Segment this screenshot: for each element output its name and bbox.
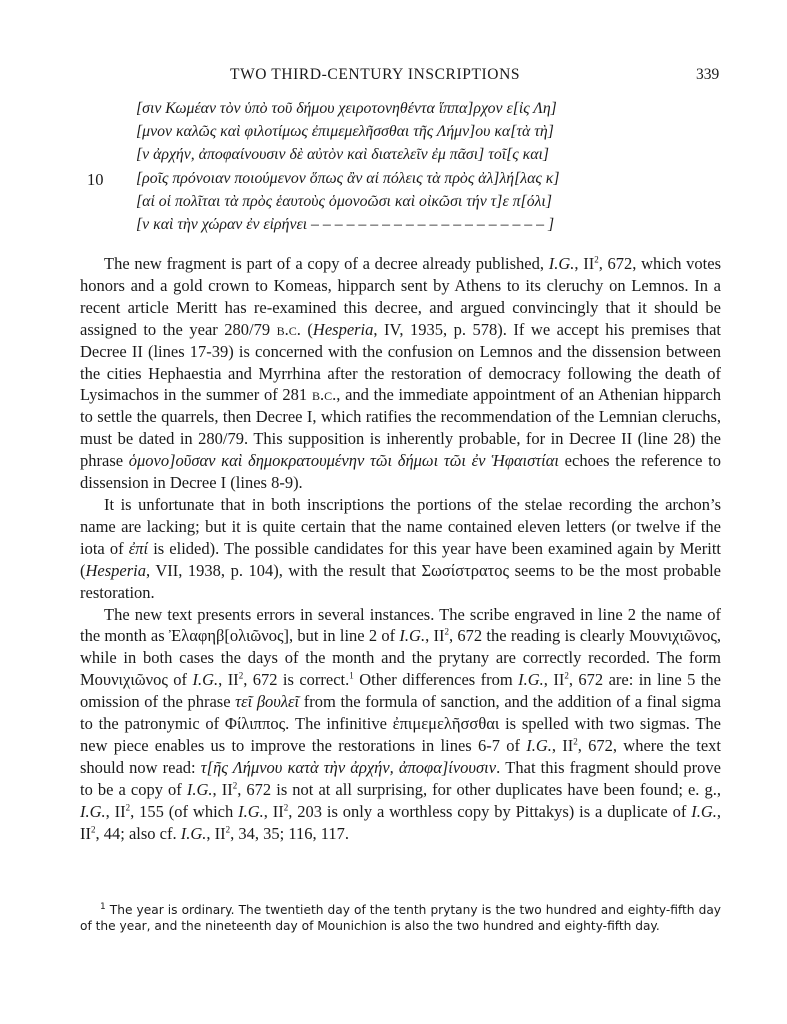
citation: I.G. <box>548 254 575 273</box>
text-run: , II <box>206 823 226 843</box>
text-run: , 672, where the text should now read: <box>80 735 721 777</box>
running-title: TWO THIRD-CENTURY INSCRIPTIONS <box>230 66 521 83</box>
footnote <box>80 902 721 935</box>
superscript: 2 <box>91 824 96 835</box>
citation: I.G. <box>518 670 544 690</box>
text-run: is elided). The possible candidates for this year have been examined again by Meritt ( <box>80 538 721 580</box>
text-run: seems to be the most probable restoration. <box>80 560 721 602</box>
inscription-line <box>80 146 720 169</box>
superscript: 2 <box>232 780 238 791</box>
text-run: , II <box>105 801 126 821</box>
greek-phrase: τ[ῆς Λήμνου κατὰ τὴν ἀρχήν, ἀποφα]ίνουσιν <box>200 757 497 777</box>
journal-title: Hesperia <box>85 560 146 580</box>
text-run: , but in line 2 of <box>289 626 400 646</box>
greek-phrase: ὁμονο]οῦσαν καὶ δημοκρατουμένην τῶι δήμωι τῶι ἐν Ἡφαιστίαι <box>128 451 559 471</box>
greek-word: Μουνιχιῶνος <box>629 626 717 646</box>
text-run: , II <box>263 801 284 821</box>
text-run: , II <box>543 670 565 690</box>
text-run: , II <box>551 735 574 755</box>
superscript: 2 <box>125 802 131 813</box>
paragraph-2 <box>80 494 721 604</box>
paragraph-3 <box>80 604 721 845</box>
text-run: , 203 is only a worthless copy by Pittakys) is a duplicate of <box>288 801 692 821</box>
text-run: from the formula of sanction, and the addition of a final sigma to the patronymic of <box>80 692 722 734</box>
text-run: is spelled with two sigmas. The new piece enables us to improve the restorations in lines 6-7 of <box>80 714 721 755</box>
text-run: The new text presents errors in several instances. The scribe engraved in line 2 the name of the month as <box>80 604 721 646</box>
inscription-line <box>80 193 720 216</box>
era-abbrev: b.c. <box>311 385 337 405</box>
footnote-marker: 1 <box>100 901 106 912</box>
text-run: , 155 (of which <box>130 801 239 821</box>
text-run: , 672 is correct. <box>243 670 350 690</box>
superscript: 2 <box>573 736 578 747</box>
text-run: of <box>167 670 193 690</box>
inscription-line <box>80 123 720 146</box>
footnote-marker: 1 <box>349 670 354 681</box>
text-run: Other differences from <box>353 670 519 690</box>
text-run: , II <box>80 801 721 843</box>
greek-word: Φίλιππος <box>224 714 286 734</box>
body-text <box>80 253 721 844</box>
text-run: The new fragment is part of a copy of a decree already published, <box>104 254 549 273</box>
text-run: . That this fragment should prove to be a copy of <box>80 757 721 799</box>
text-run: , 34, 35; 116, 117. <box>230 823 350 843</box>
superscript: 2 <box>594 254 599 265</box>
inscription-text: [αἱ οἱ πολῖται τὰ πρὸς ἑαυτοὺς ὁμονοῶσι καὶ οἰκῶσι τήν τ]ε π[όλι] <box>136 192 552 210</box>
inscription-text: [ν καὶ τὴν χώραν ἐν εἰρήνει – – – – – – – – – – – – – – – – – – – – ] <box>136 215 555 233</box>
citation: I.G. <box>399 626 426 646</box>
journal-title: Hesperia <box>312 319 374 339</box>
line-number: 10 <box>87 169 104 189</box>
paragraph-1 <box>80 253 721 494</box>
text-run: , 44; also cf. <box>95 823 181 843</box>
citation: I.G. <box>192 670 219 690</box>
text-run: , while in both cases the days of the month and the prytany are correctly recorded. The form <box>80 626 721 668</box>
superscript: 2 <box>444 626 449 637</box>
greek-word: Ἐλαφηβ[ολιῶνος] <box>168 626 290 646</box>
text-run: It is unfortunate that in both inscriptions the portions of the stelae recording the archon’s name are lacking; but it is quite certain that the name contained eleven letters (or twelve if the iota of <box>80 494 721 558</box>
greek-phrase: τεῖ βουλεῖ <box>235 692 300 712</box>
superscript: 2 <box>225 824 231 835</box>
text-run: , II <box>212 779 233 799</box>
page-number: 339 <box>696 66 720 83</box>
inscription-text: [μνον καλῶς καὶ φιλοτίμως ἐπιμεμελῆσσθαι τῆς Λήμν]ου κα[τὰ τὴ] <box>136 123 554 141</box>
inscription-line <box>80 216 720 239</box>
text-run: , 672 are: in line 5 the omission of the phrase <box>80 670 721 712</box>
text-run: , II <box>425 626 445 646</box>
inscription-text: [ν ἀρχήν, ἀποφαίνουσιν δὲ αὐτὸν καὶ διατελεῖν ἐμ πᾶσι] τοῖ[ς και] <box>136 146 550 164</box>
page-header <box>0 66 787 90</box>
citation: I.G. <box>80 801 106 821</box>
text-run: , 672 is not at all surprising, for other duplicates have been found; e. g., <box>237 779 721 799</box>
superscript: 2 <box>283 802 289 813</box>
text-run: ( <box>300 319 313 339</box>
citation: I.G. <box>186 779 213 799</box>
superscript: 2 <box>238 670 244 681</box>
citation: I.G. <box>180 823 207 843</box>
greek-word: ἐπιμεμελῆσσθαι <box>392 714 500 734</box>
citation: I.G. <box>526 735 552 755</box>
text-run: , and the immediate appointment of an Athenian hipparch to settle the quarrels, then Decree I, which ratifies the recommendation of the Lemnian cleruchs, must be dated in 280/79. This supposition is inherently probable, for in Decree II (line 28) the phrase <box>80 385 721 471</box>
text-run: , VII, 1938, p. 104), with the result that <box>146 560 422 580</box>
greek-name: Σωσίστρατος <box>421 560 510 580</box>
greek-word: Μουνιχιῶνος <box>80 670 168 690</box>
inscription-line <box>80 100 720 123</box>
text-run: , 672 the reading is clearly <box>448 626 630 646</box>
citation: I.G. <box>238 801 264 821</box>
greek-word: ἐπί <box>128 538 149 558</box>
citation: I.G. <box>691 801 717 821</box>
inscription-text: [σιν Κωμέαν τὸν ὑπὸ τοῦ δήμου χειροτονηθέντα ἵππα]ρχον ε[ἰς Λη] <box>136 100 557 117</box>
text-run: , II <box>218 670 239 690</box>
text-run: echoes the reference to dissension in Decree I (lines 8-9). <box>80 451 721 493</box>
inscription-block <box>80 100 720 239</box>
inscription-line <box>80 170 720 193</box>
era-abbrev: b.c. <box>276 319 301 339</box>
text-run: , 672, which votes honors and a gold crown to Komeas, hipparch sent by Athens to its cleruchy on Lemnos. In a recent article Meritt has re-examined this decree, and argued convincingly that it should be assigned to the year 280/79 <box>80 254 721 339</box>
footnote-text: The year is ordinary. The twentieth day of the tenth prytany is the two hundred and eighty-fifth day of the year, and the nineteenth day of Mounichion is also the two hundred and eighty-fifth day. <box>80 903 721 934</box>
text-run: . The infinitive <box>285 714 393 734</box>
footnote-1 <box>80 902 721 935</box>
superscript: 2 <box>564 670 569 681</box>
text-run: , IV, 1935, p. 578). If we accept his premises that Decree II (lines 17-39) is concerned with the confusion on Lemnos and the dissension between the cities Hephaestia and Myrrhina after the restoration of democracy following the death of Lysimachos in the summer of 281 <box>80 319 721 405</box>
text-run: , II <box>574 254 595 273</box>
inscription-text: [ροῖς πρόνοιαν ποιούμενον ὅπως ἂν αἱ πόλεις τὰ πρὸς ἀλ]λή[λας κ] <box>136 169 560 187</box>
